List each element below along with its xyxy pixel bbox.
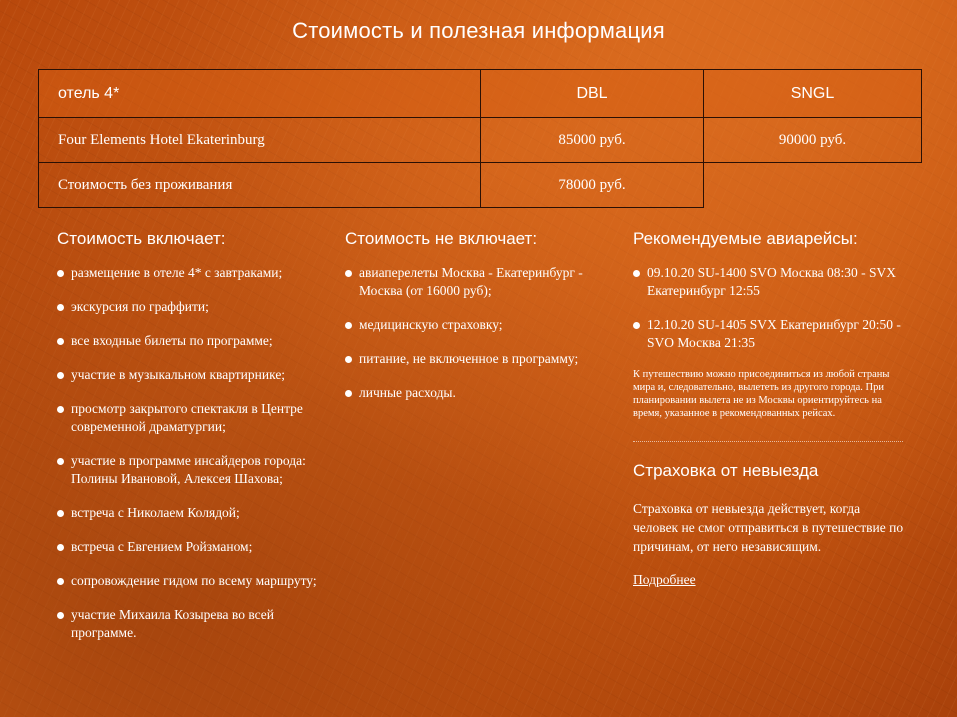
excludes-list (345, 264, 620, 402)
header-sngl: SNGL (704, 70, 922, 118)
bullet-icon (633, 322, 640, 329)
insurance-text: Страховка от невыезда действует, когда человек не смог отправиться в путешествие по причинам, от него независящим. (633, 501, 904, 554)
list-item: личные расходы. (345, 384, 620, 402)
list-item: 12.10.20 SU-1405 SVX Екатеринбург 20:50 - SVO Москва 21:35 (633, 316, 908, 352)
bullet-icon (57, 338, 64, 345)
page-title: Стоимость и полезная информация (292, 18, 665, 43)
list-item: питание, не включенное в программу; (345, 350, 620, 368)
table-row (39, 118, 922, 163)
table-header-row (39, 70, 922, 118)
bullet-icon (633, 270, 640, 277)
excludes-section (345, 228, 620, 418)
list-item: экскурсия по граффити; (57, 298, 332, 316)
bullet-icon (57, 544, 64, 551)
includes-section (57, 228, 332, 658)
flights-section (633, 228, 908, 589)
flights-heading: Рекомендуемые авиарейсы: (633, 229, 858, 248)
bullet-icon (57, 372, 64, 379)
list-item: просмотр закрытого спектакля в Центре современной драматургии; (57, 400, 332, 436)
list-item: участие в музыкальном квартирнике; (57, 366, 332, 384)
dbl-price-cell: 85000 руб. (481, 118, 704, 163)
bullet-icon (345, 390, 352, 397)
sngl-price-cell: 90000 руб. (704, 118, 922, 163)
table-row (39, 163, 922, 208)
no-accommodation-cell: Стоимость без проживания (39, 163, 481, 208)
bullet-icon (57, 406, 64, 413)
bullet-icon (57, 270, 64, 277)
list-item: участие Михаила Козырева во всей программе. (57, 606, 332, 642)
divider (633, 441, 903, 442)
bullet-icon (57, 458, 64, 465)
list-item: 09.10.20 SU-1400 SVO Москва 08:30 - SVX Екатеринбург 12:55 (633, 264, 908, 300)
price-table (38, 69, 922, 208)
bullet-icon (345, 270, 352, 277)
flights-list (633, 264, 908, 352)
no-accommodation-price-cell: 78000 руб. (481, 163, 704, 208)
list-item: медицинскую страховку; (345, 316, 620, 334)
includes-heading: Стоимость включает: (57, 229, 226, 248)
bullet-icon (57, 612, 64, 619)
excludes-heading: Стоимость не включает: (345, 229, 538, 248)
flights-note: К путешествию можно присоединиться из любой страны мира и, следовательно, вылететь из другого города. При планировании вылета не из Москвы ориентируйтесь на время, указанное в рекомендованных рейсах. (633, 369, 890, 419)
bullet-icon (345, 356, 352, 363)
insurance-heading: Страховка от невыезда (633, 461, 819, 480)
hotel-name-cell: Four Elements Hotel Ekaterinburg (39, 118, 481, 163)
list-item: авиаперелеты Москва - Екатеринбург - Москва (от 16000 руб); (345, 264, 620, 300)
list-item: участие в программе инсайдеров города: Полины Ивановой, Алексея Шахова; (57, 452, 332, 488)
more-link[interactable]: Подробнее (633, 572, 696, 587)
list-item: встреча с Евгением Ройзманом; (57, 538, 332, 556)
list-item: все входные билеты по программе; (57, 332, 332, 350)
list-item: размещение в отеле 4* с завтраками; (57, 264, 332, 282)
bullet-icon (57, 510, 64, 517)
bullet-icon (345, 322, 352, 329)
list-item: встреча с Николаем Колядой; (57, 504, 332, 522)
list-item: сопровождение гидом по всему маршруту; (57, 572, 332, 590)
bullet-icon (57, 578, 64, 585)
empty-cell (704, 163, 922, 208)
bullet-icon (57, 304, 64, 311)
header-dbl: DBL (481, 70, 704, 118)
includes-list (57, 264, 332, 642)
header-hotel: отель 4* (39, 70, 481, 118)
